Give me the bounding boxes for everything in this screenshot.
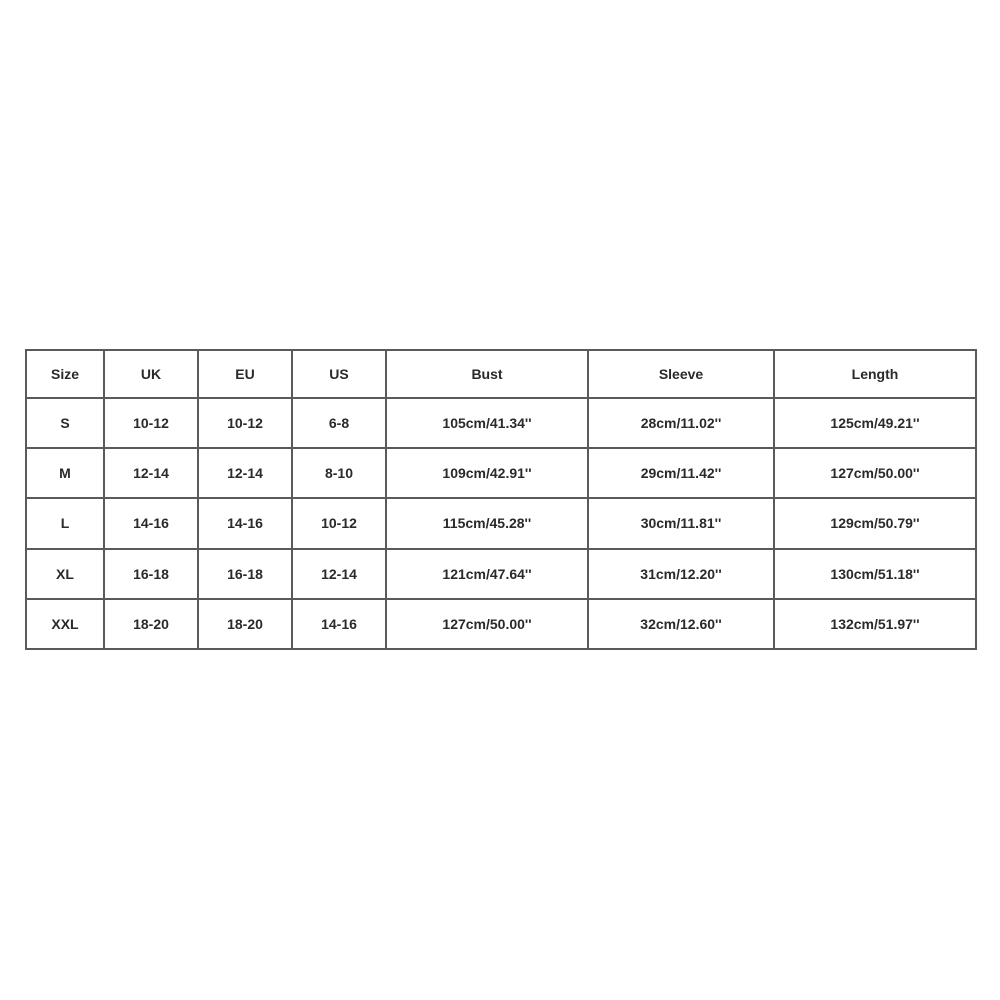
cell-us: 14-16 <box>292 599 386 649</box>
table-row <box>26 549 976 599</box>
cell-us: 10-12 <box>292 498 386 548</box>
cell-bust: 127cm/50.00'' <box>386 599 588 649</box>
cell-eu: 16-18 <box>198 549 292 599</box>
size-chart-table <box>25 349 977 650</box>
header-sleeve: Sleeve <box>588 350 774 398</box>
cell-sleeve: 29cm/11.42'' <box>588 448 774 498</box>
cell-sleeve: 31cm/12.20'' <box>588 549 774 599</box>
cell-uk: 18-20 <box>104 599 198 649</box>
cell-us: 6-8 <box>292 398 386 448</box>
cell-length: 130cm/51.18'' <box>774 549 976 599</box>
cell-sleeve: 28cm/11.02'' <box>588 398 774 448</box>
cell-bust: 105cm/41.34'' <box>386 398 588 448</box>
cell-uk: 12-14 <box>104 448 198 498</box>
header-eu: EU <box>198 350 292 398</box>
cell-uk: 14-16 <box>104 498 198 548</box>
cell-us: 12-14 <box>292 549 386 599</box>
header-uk: UK <box>104 350 198 398</box>
cell-us: 8-10 <box>292 448 386 498</box>
cell-bust: 109cm/42.91'' <box>386 448 588 498</box>
cell-uk: 10-12 <box>104 398 198 448</box>
header-length: Length <box>774 350 976 398</box>
table-row <box>26 398 976 448</box>
table-row <box>26 448 976 498</box>
cell-size: M <box>26 448 104 498</box>
cell-length: 125cm/49.21'' <box>774 398 976 448</box>
cell-uk: 16-18 <box>104 549 198 599</box>
table-row <box>26 599 976 649</box>
cell-size: XXL <box>26 599 104 649</box>
header-us: US <box>292 350 386 398</box>
cell-size: L <box>26 498 104 548</box>
cell-size: XL <box>26 549 104 599</box>
header-row <box>26 350 976 398</box>
cell-eu: 12-14 <box>198 448 292 498</box>
cell-length: 129cm/50.79'' <box>774 498 976 548</box>
cell-length: 132cm/51.97'' <box>774 599 976 649</box>
header-bust: Bust <box>386 350 588 398</box>
cell-eu: 10-12 <box>198 398 292 448</box>
table-row <box>26 498 976 548</box>
header-size: Size <box>26 350 104 398</box>
cell-bust: 121cm/47.64'' <box>386 549 588 599</box>
cell-eu: 18-20 <box>198 599 292 649</box>
cell-size: S <box>26 398 104 448</box>
cell-sleeve: 32cm/12.60'' <box>588 599 774 649</box>
cell-eu: 14-16 <box>198 498 292 548</box>
cell-length: 127cm/50.00'' <box>774 448 976 498</box>
cell-sleeve: 30cm/11.81'' <box>588 498 774 548</box>
cell-bust: 115cm/45.28'' <box>386 498 588 548</box>
